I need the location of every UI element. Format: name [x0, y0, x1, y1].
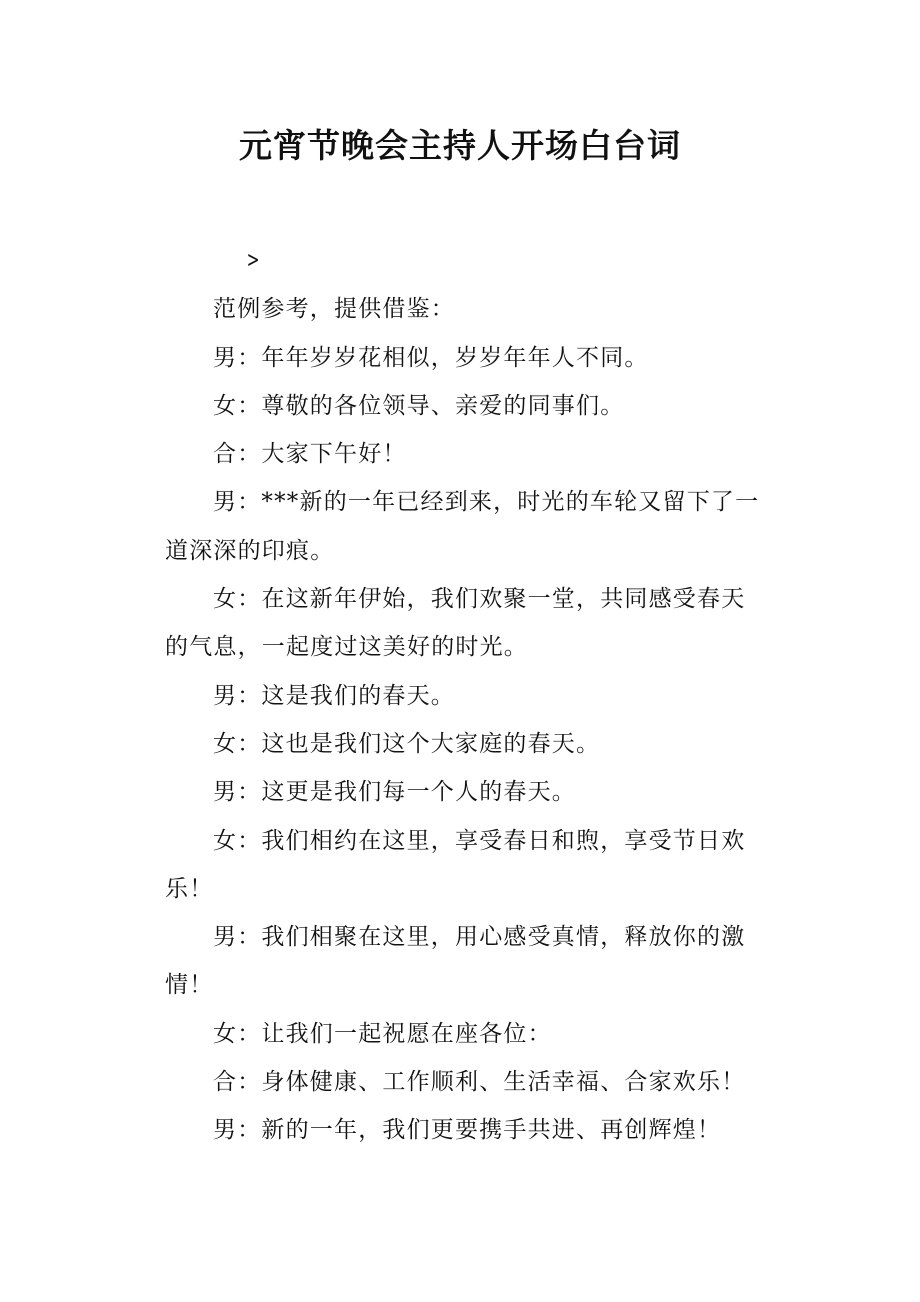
paragraph: 范例参考，提供借鉴： — [213, 296, 455, 323]
paragraph: 女：我们相约在这里，享受春日和煦，享受节日欢乐！ — [165, 827, 746, 902]
paragraph: 女：这也是我们这个大家庭的春天。 — [213, 730, 601, 757]
paragraph: 男：这更是我们每一个人的春天。 — [213, 779, 576, 806]
paragraph: 男：年年岁岁花相似，岁岁年年人不同。 — [213, 344, 649, 371]
document-title: 元宵节晚会主持人开场白台词 — [239, 126, 681, 165]
paragraph: 男：这是我们的春天。 — [213, 682, 455, 709]
paragraph: 男：我们相聚在这里，用心感受真情，释放你的激情！ — [165, 924, 746, 999]
paragraph: 男：新的一年，我们更要携手共进、再创辉煌！ — [213, 1117, 722, 1144]
paragraph: 合：大家下午好！ — [213, 441, 407, 468]
marker-line — [165, 236, 763, 285]
paragraph: 女：在这新年伊始，我们欢聚一堂，共同感受春天的气息，一起度过这美好的时光。 — [165, 586, 746, 661]
chevron-right-icon: > — [246, 248, 261, 273]
paragraph: 女：让我们一起祝愿在座各位： — [213, 1020, 552, 1047]
paragraph: 男：***新的一年已经到来，时光的车轮又留下了一道深深的印痕。 — [165, 489, 760, 564]
paragraph: 女：尊敬的各位领导、亲爱的同事们。 — [213, 392, 625, 419]
document-body — [165, 236, 763, 1155]
paragraph: 合：身体健康、工作顺利、生活幸福、合家欢乐！ — [213, 1069, 746, 1096]
